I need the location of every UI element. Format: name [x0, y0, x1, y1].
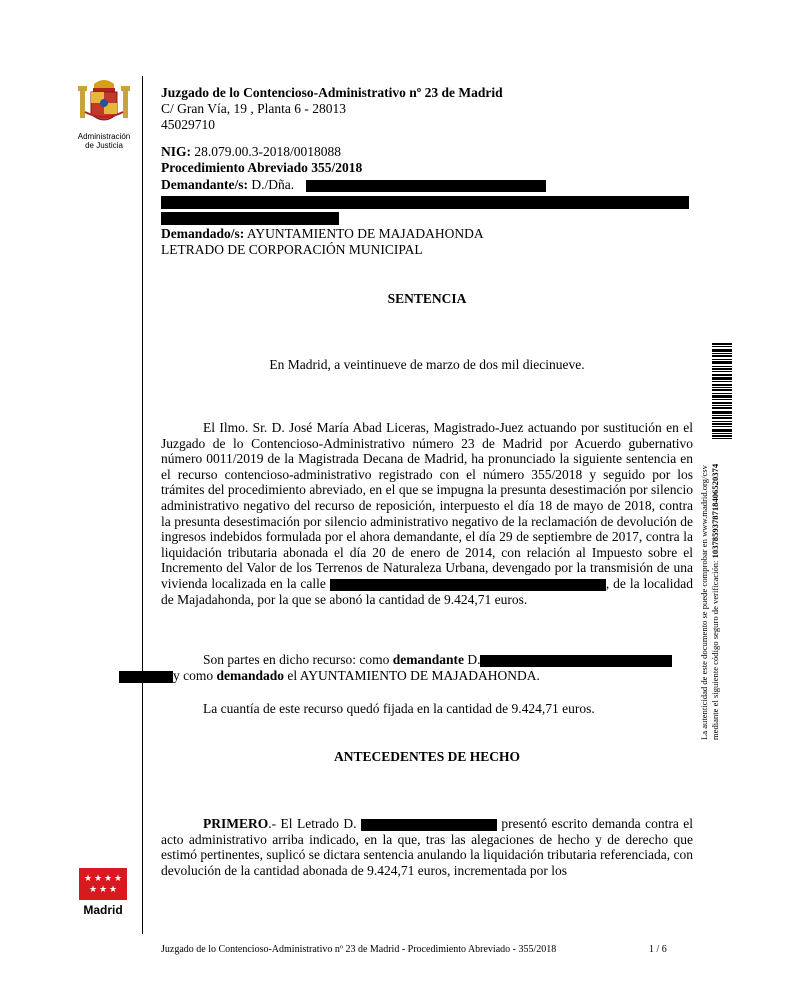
svg-text:★: ★ [108, 885, 118, 895]
madrid-logo [79, 868, 127, 917]
defendant-label: Demandado/s: [161, 226, 245, 241]
primero-label: PRIMERO [203, 816, 269, 831]
parties-start: Son partes en dicho recurso: como [203, 652, 390, 667]
svg-text:★: ★ [103, 874, 113, 884]
parties-defendant-label: demandado [216, 667, 285, 683]
primero-rest: el acto administrativo arriba indicado, en la que, tras las alegaciones de hecho y de derecho que estimó pertinentes, suplicó se dictara sentencia anulando la liquidación tributaria referenciada, con devolución de la cantidad abonada de 9.424,71 euros, incrementada por los [161, 816, 694, 878]
paragraph-intro-tail-b: Majadahonda, por la que se abonó la cantidad de 9.424,71 euros. [177, 591, 528, 607]
verification-barcode [712, 343, 732, 448]
madrid-flag-icon [79, 868, 127, 900]
plaintiff-prefix: D./Dña. [251, 177, 295, 192]
redaction-bar [161, 196, 689, 209]
paragraph-intro [161, 420, 693, 607]
paragraph-parties [161, 652, 693, 683]
svg-text:★: ★ [98, 885, 108, 895]
footer-text: Juzgado de lo Contencioso-Administrativo nº 23 de Madrid - Procedimiento Abreviado - 355/2018 [161, 944, 557, 955]
svg-text:★: ★ [88, 885, 98, 895]
parties-y: y como [173, 667, 214, 683]
svg-text:★: ★ [93, 874, 103, 884]
court-code: 45029710 [161, 117, 215, 132]
court-address: C/ Gran Vía, 19 , Planta 6 - 28013 [161, 101, 346, 116]
parties-d: D. [467, 652, 481, 667]
nig-value: 28.079.00.3-2018/0018088 [194, 144, 341, 159]
coat-of-arms-icon [76, 78, 132, 130]
redaction-bar [480, 655, 672, 667]
verification-line-1: La autenticidad de este documento se puede comprobar en www.madrid.org/csv [699, 465, 709, 740]
defendant-line [161, 226, 484, 243]
nig-label: NIG: [161, 144, 191, 159]
redaction-bar [161, 212, 339, 225]
verification-line-2-prefix: mediante el siguiente código seguro de verificación: [710, 560, 720, 740]
redaction-bar [361, 819, 497, 831]
redaction-bar [330, 579, 606, 591]
defendant-lawyer: LETRADO DE CORPORACIÓN MUNICIPAL [161, 242, 423, 257]
svg-text:★: ★ [113, 874, 123, 884]
verification-code: 1037859378718406520374 [710, 463, 720, 559]
defendant-value: AYUNTAMIENTO DE MAJADAHONDA [246, 226, 484, 241]
primero-start: .- El Letrado D. [268, 816, 357, 831]
paragraph-amount: La cuantía de este recurso quedó fijada en la cantidad de 9.424,71 euros. [203, 701, 595, 716]
paragraph-intro-tail-a: , de la localidad de [161, 575, 693, 607]
place-date: En Madrid, a veintinueve de marzo de dos mil diecinueve. [269, 357, 585, 372]
document-title: SENTENCIA [387, 291, 467, 306]
redaction-bar [119, 671, 173, 683]
justicia-text-2: de Justicia [85, 141, 123, 150]
paragraph-intro-text: El Ilmo. Sr. D. José María Abad Liceras, Magistrado-Juez actuando por sustitución en el Juzgado de lo Contencioso-Administrativo número 23 de Madrid por Acuerdo gubernativo número 0011/2019 de la Magistrada Decana de Madrid, ha pronunciado la siguiente sentencia en el recurso contencioso-administrativo registrado con el número 355/2018 y seguido por los trámites del procedimiento abreviado, en el que se impugna la presunta desestimación por silencio administrativo negativo del recurso de reposición, interpuesto el día 18 de mayo de 2018, contra la presunta desestimación por silencio administrativo negativo de la reclamación de devolución de ingresos indebidos formulada por el ahora demandante, el día 29 de septiembre de 2017, contra la liquidación tributaria abonada el día 20 de enero de 2014, con relación al Impuesto sobre el Incremento del Valor de los Terrenos de Naturaleza Urbana, devengado por la transmisión de una vivienda localizada en la calle [161, 420, 693, 591]
primero-after: presentó escrito demanda contra [501, 816, 679, 831]
justicia-text-1: Administración [77, 132, 131, 141]
margin-rule [142, 76, 143, 934]
page-number: 1 / 6 [649, 944, 667, 955]
verification-line-2 [710, 464, 721, 740]
svg-text:★: ★ [83, 874, 93, 884]
justicia-logo [74, 78, 134, 154]
paragraph-primero [161, 816, 693, 878]
madrid-text: Madrid [83, 903, 123, 917]
court-name: Juzgado de lo Contencioso-Administrativo nº 23 de Madrid [161, 85, 503, 100]
parties-end: el AYUNTAMIENTO DE MAJADAHONDA. [287, 667, 540, 683]
plaintiff-line [161, 177, 294, 194]
procedure: Procedimiento Abreviado 355/2018 [161, 160, 363, 175]
parties-plaintiff-label: demandante [392, 652, 464, 667]
nig-line [161, 144, 341, 161]
plaintiff-label: Demandante/s: [161, 177, 248, 192]
redaction-bar [306, 180, 546, 192]
verification-text [699, 464, 721, 740]
section-title: ANTECEDENTES DE HECHO [333, 749, 521, 764]
